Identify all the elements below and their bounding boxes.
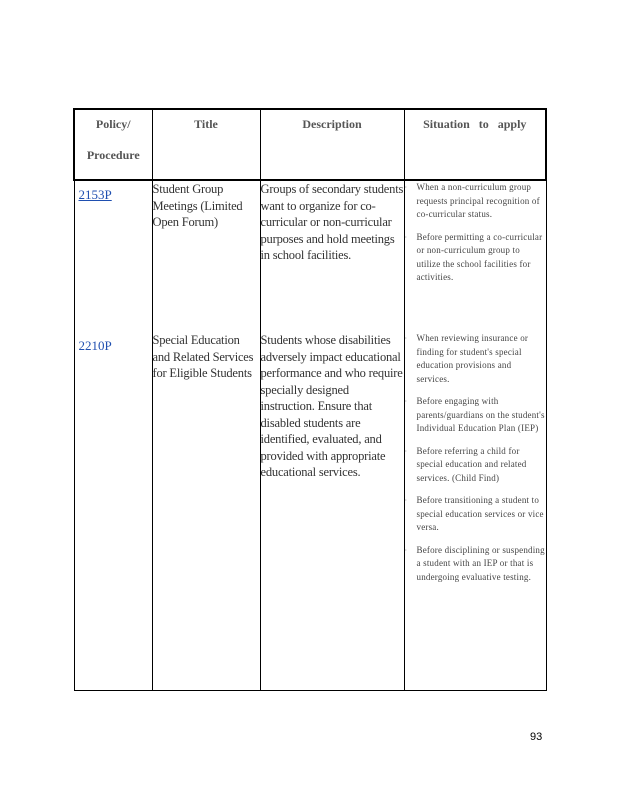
situation-text: When a non-curriculum group requests principal recognition of co-curricular status. [416,182,540,219]
header-situation: Situation to apply [404,109,546,180]
policy-description: Groups of secondary students want to organize for co-curricular or non-curricular purposes and hold meetings in school facilities. [260,180,404,332]
situation-text: Before transitioning a student to special education services or vice versa. [416,495,544,532]
situation-item [405,544,546,585]
policy-title: Special Education and Related Services for Eligible Students [152,332,260,690]
situation-item [405,494,546,535]
situation-item [405,231,546,285]
header-description: Description [260,109,404,180]
bullet-icon: · [404,334,408,343]
bullet-icon: · [404,232,408,242]
page-number: 93 [530,731,543,743]
bullet-icon: · [404,545,408,555]
policy-code-cell [74,180,152,332]
policy-description: Students whose disabilities adversely impact educational performance and who require specially designed instruction. Ensure that disabled students are identified, evaluated, and provided with appropriate educational services. [260,332,404,690]
situation-text: When reviewing insurance or finding for student's special education provisions and services. [416,333,529,384]
policy-code-cell [74,332,152,690]
situation-text: Before engaging with parents/guardians on the student's Individual Education Plan (IEP) [416,396,545,433]
header-title: Title [152,109,260,180]
table-row [74,180,546,332]
policy-table [73,108,547,691]
bullet-icon: · [404,446,408,456]
header-policy-procedure [74,109,152,180]
situation-item [405,445,546,486]
header-policy-line1: Policy/ [95,117,131,131]
bullet-icon: · [404,183,408,192]
situation-list [404,332,546,690]
header-policy-line2: Procedure [86,148,140,162]
bullet-icon: · [404,397,408,406]
bullet-icon: · [404,496,408,505]
situation-list [404,180,546,332]
situation-item [405,395,546,436]
situation-text: Before disciplining or suspending a student with an IEP or that is undergoing evaluative testing. [416,544,545,582]
situation-text: Before referring a child for special education and related services. (Child Find) [416,445,527,483]
situation-text: Before permitting a co-curricular or non-curriculum group to utilize the school facilities for activities. [416,231,543,282]
table-header-row [74,109,546,180]
situation-item [405,181,546,222]
situation-item [405,332,546,386]
table-row [74,332,546,690]
policy-code-link[interactable]: 2153P [78,187,112,202]
policy-code-link[interactable]: 2210P [78,338,112,353]
policy-title: Student Group Meetings (Limited Open Forum) [152,180,260,332]
